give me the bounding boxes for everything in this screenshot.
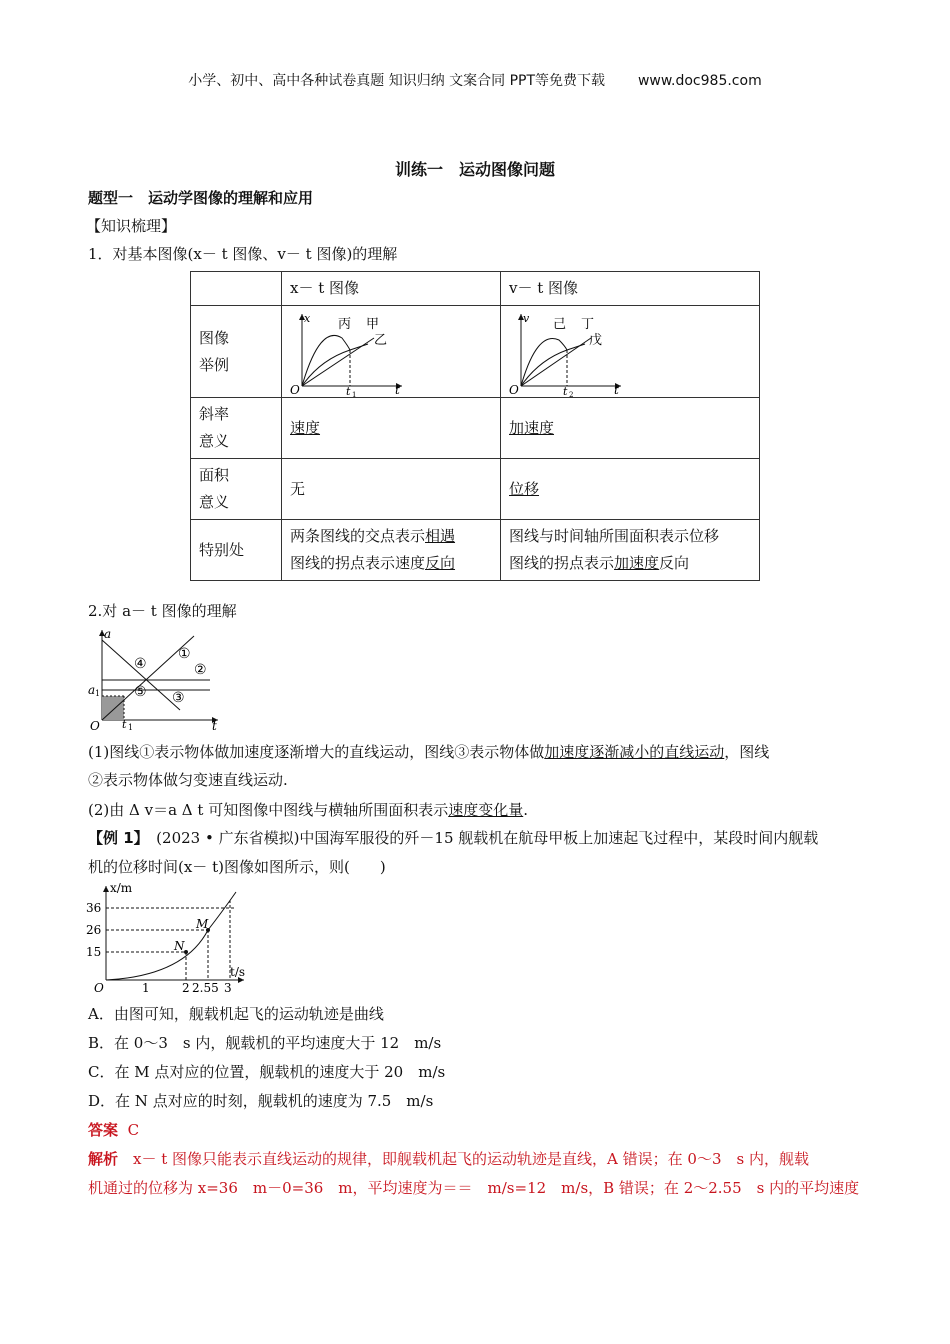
answer-line: [88, 1116, 139, 1144]
row-label-area: 面积 意义: [191, 459, 282, 520]
point-1: 1．对基本图像(x－ t 图像、v－ t 图像)的理解: [88, 245, 398, 263]
label-M: M: [196, 917, 209, 931]
xt-label-bing: 丙: [338, 316, 352, 332]
svg-text:1: 1: [95, 689, 101, 698]
xt-axis-x: t: [395, 382, 400, 397]
page-header: [0, 70, 950, 90]
para-2: (2)由 Δ v＝a Δ t 可知图像中图线与横轴所围面积表示速度变化量.: [88, 801, 528, 819]
xt-origin: O: [290, 382, 300, 397]
at-axis-t: t: [212, 719, 217, 733]
ex-xlabel: t/s: [230, 965, 246, 979]
vt-label-ding: 丁: [581, 316, 595, 332]
slope-xt: 速度: [282, 398, 501, 459]
vt-label-ji: 己: [553, 316, 567, 332]
vt-label-wu: 戊: [589, 332, 603, 348]
xt-axis-y: x: [304, 311, 311, 325]
option-c: C．在 M 点对应的位置，舰载机的速度大于 20 m/s: [88, 1063, 446, 1081]
table-header-xt: x－ t 图像: [282, 272, 501, 306]
option-a: A．由图可知，舰载机起飞的运动轨迹是曲线: [88, 1005, 384, 1023]
comparison-table: [190, 271, 760, 581]
table-header-vt: v－ t 图像: [501, 272, 760, 306]
row-label-special: 特别处: [191, 520, 282, 581]
slope-vt: 加速度: [501, 398, 760, 459]
analysis-label: 解析: [88, 1150, 119, 1168]
vt-axis-y: v: [523, 311, 530, 325]
svg-text:1: 1: [352, 390, 357, 399]
xt-t1: t: [346, 384, 351, 398]
at-label-1: ①: [178, 646, 191, 662]
special-vt: 图线与时间轴所围面积表示位移 图线的拐点表示加速度反向: [501, 520, 760, 581]
at-label-3: ③: [172, 690, 185, 706]
svg-text:1: 1: [128, 723, 134, 732]
option-d: D．在 N 点对应的时刻，舰载机的速度为 7.5 m/s: [88, 1092, 434, 1110]
answer-label: 答案: [88, 1121, 119, 1139]
ex-y26: 26: [86, 923, 102, 937]
row-label-slope: 斜率 意义: [191, 398, 282, 459]
at-axis-a: a: [104, 627, 112, 641]
example-xt-graph: [84, 880, 254, 994]
at-label-5: ⑤: [134, 684, 147, 700]
para-1-line-1: (1)图线①表示物体做加速度逐渐增大的直线运动，图线③表示物体做加速度逐渐减小的直线运动，图线: [88, 743, 770, 761]
ex-x255: 2.55: [192, 981, 219, 995]
analysis-line-1: 解析 x－ t 图像只能表示直线运动的规律，即舰载机起飞的运动轨迹是直线，A 错误；在 0～3 s 内，舰载: [88, 1150, 809, 1168]
ex-x2: 2: [182, 981, 190, 995]
svg-text:2: 2: [569, 390, 574, 399]
ex-y36: 36: [86, 901, 102, 915]
area-vt: 位移: [501, 459, 760, 520]
at-t1: t: [122, 718, 127, 731]
analysis-line-2: 机通过的位移为 x=36 m－0=36 m，平均速度为＝＝ m/s=12 m/s，B 错误；在 2～2.55 s 内的平均速度: [88, 1179, 860, 1197]
point-2: 2.对 a－ t 图像的理解: [88, 602, 237, 620]
ex-y15: 15: [86, 945, 102, 959]
point-N: [184, 950, 188, 954]
ex-x1: 1: [142, 981, 150, 995]
page-title: 训练一 运动图像问题: [394, 160, 555, 179]
xt-graph-cell: [282, 306, 501, 398]
vt-example-graph: [509, 310, 629, 399]
xt-example-graph: [290, 310, 410, 399]
header-url[interactable]: www.doc985.com: [637, 73, 762, 89]
example-line-2: 机的位移时间(x－ t)图像如图所示，则( ): [88, 858, 386, 876]
row-label-example: 图像 举例: [191, 306, 282, 398]
para-1-line-2: ②表示物体做匀变速直线运动.: [88, 771, 288, 789]
xt-label-yi: 乙: [374, 332, 388, 348]
at-label-4: ④: [134, 656, 147, 672]
vt-t2: t: [563, 384, 568, 398]
ex-origin: O: [94, 981, 104, 995]
example-tag: 【例 1】: [88, 829, 142, 847]
at-label-2: ②: [194, 662, 207, 678]
knowledge-tag: 【知识梳理】: [86, 217, 177, 235]
vt-graph-cell: [501, 306, 760, 398]
area-xt: 无: [282, 459, 501, 520]
at-graph: [84, 624, 224, 732]
at-a1: a: [88, 683, 96, 697]
ex-ylabel: x/m: [110, 881, 133, 895]
example-line-1: 【例 1】 (2023 • 广东省模拟)中国海军服役的歼－15 舰载机在航母甲板上加速起飞过程中，某段时间内舰载: [88, 829, 819, 847]
label-N: N: [174, 939, 185, 953]
xt-label-jia: 甲: [366, 316, 380, 332]
header-text: 小学、初中、高中各种试卷真题 知识归纳 文案合同 PPT等免费下载: [188, 73, 606, 89]
special-xt: 两条图线的交点表示相遇 图线的拐点表示速度反向: [282, 520, 501, 581]
section-heading: 题型一 运动学图像的理解和应用: [88, 189, 314, 207]
table-corner: [191, 272, 282, 306]
at-origin: O: [90, 719, 100, 733]
vt-origin: O: [509, 382, 519, 397]
ex-x3: 3: [224, 981, 232, 995]
vt-axis-x: t: [614, 382, 619, 397]
option-b: B．在 0～3 s 内，舰载机的平均速度大于 12 m/s: [88, 1034, 442, 1052]
answer-value: C: [127, 1121, 140, 1139]
